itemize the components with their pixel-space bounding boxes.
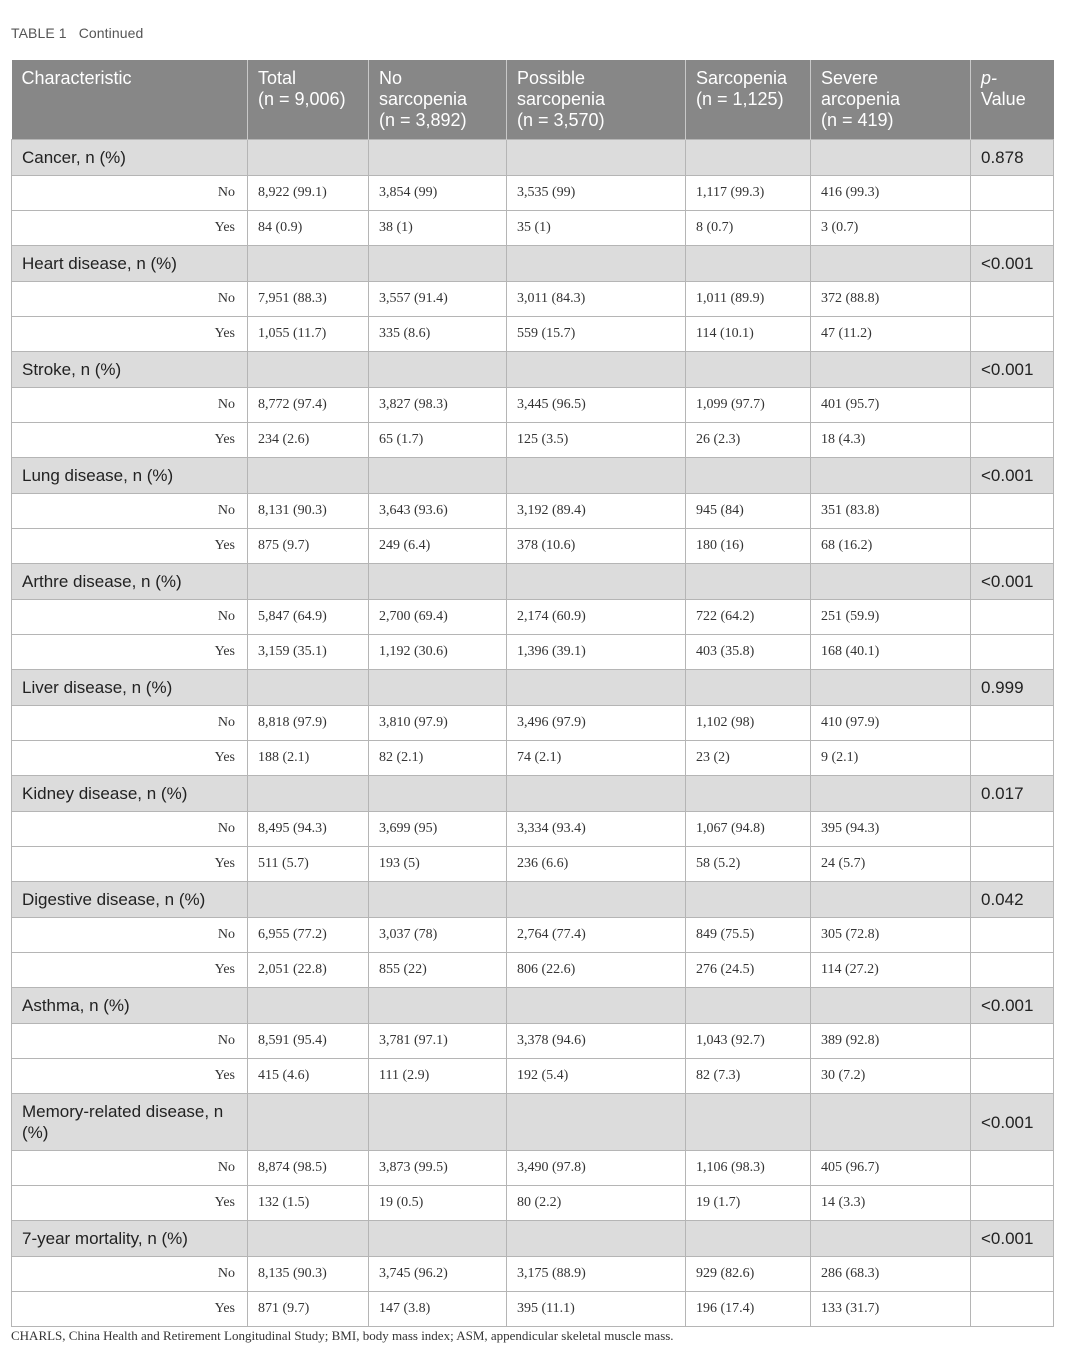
table-body (12, 140, 1054, 1327)
group-empty-cell (686, 352, 811, 388)
group-row (12, 1221, 1054, 1257)
table-footnote: CHARLS, China Health and Retirement Longitudinal Study; BMI, body mass index; ASM, appendicular skeletal muscle mass. (11, 1328, 674, 1343)
table-cell: 3,011 (84.3) (507, 282, 686, 317)
group-empty-cell (248, 246, 369, 282)
table-cell: 511 (5.7) (248, 847, 369, 882)
table-cell: 2,051 (22.8) (248, 953, 369, 988)
header-total: Total (n = 9,006) (248, 60, 369, 140)
table-cell: 378 (10.6) (507, 529, 686, 564)
table-cell: 722 (64.2) (686, 600, 811, 635)
table-cell: 1,102 (98) (686, 706, 811, 741)
table-row (12, 282, 1054, 317)
table-cell: 395 (94.3) (811, 812, 971, 847)
level-label: Yes (12, 635, 248, 670)
group-name: Arthre disease, n (%) (12, 564, 248, 600)
table-cell: 3,643 (93.6) (369, 494, 507, 529)
table-cell: 276 (24.5) (686, 953, 811, 988)
table-cell (971, 317, 1054, 352)
table-cell: 84 (0.9) (248, 211, 369, 246)
table-header (12, 60, 1054, 140)
table-cell: 351 (83.8) (811, 494, 971, 529)
group-empty-cell (369, 988, 507, 1024)
level-label: Yes (12, 741, 248, 776)
p-value: 0.999 (971, 670, 1054, 706)
group-empty-cell (686, 140, 811, 176)
table-cell: 410 (97.9) (811, 706, 971, 741)
table-row (12, 812, 1054, 847)
table-row (12, 1186, 1054, 1221)
table-row (12, 918, 1054, 953)
table-cell: 3,699 (95) (369, 812, 507, 847)
table-cell: 180 (16) (686, 529, 811, 564)
table-cell: 3,334 (93.4) (507, 812, 686, 847)
table-cell: 193 (5) (369, 847, 507, 882)
table-cell: 389 (92.8) (811, 1024, 971, 1059)
group-empty-cell (369, 140, 507, 176)
table-cell: 24 (5.7) (811, 847, 971, 882)
table-cell: 1,067 (94.8) (686, 812, 811, 847)
table-cell: 8,772 (97.4) (248, 388, 369, 423)
table-cell: 8 (0.7) (686, 211, 811, 246)
table-row (12, 494, 1054, 529)
table-cell: 168 (40.1) (811, 635, 971, 670)
table-cell: 19 (1.7) (686, 1186, 811, 1221)
table-row (12, 635, 1054, 670)
table-cell: 3,378 (94.6) (507, 1024, 686, 1059)
group-row (12, 988, 1054, 1024)
group-name: Lung disease, n (%) (12, 458, 248, 494)
table-cell: 18 (4.3) (811, 423, 971, 458)
group-empty-cell (248, 776, 369, 812)
table-cell: 3,557 (91.4) (369, 282, 507, 317)
group-empty-cell (686, 776, 811, 812)
level-label: No (12, 706, 248, 741)
group-empty-cell (507, 776, 686, 812)
table-row (12, 176, 1054, 211)
header-row (12, 60, 1054, 140)
p-value: 0.878 (971, 140, 1054, 176)
table-cell (971, 211, 1054, 246)
table-cell: 8,495 (94.3) (248, 812, 369, 847)
table-cell: 3,827 (98.3) (369, 388, 507, 423)
table-cell (971, 1059, 1054, 1094)
table-cell (971, 388, 1054, 423)
table-cell: 871 (9.7) (248, 1292, 369, 1327)
table-cell: 26 (2.3) (686, 423, 811, 458)
table-cell: 111 (2.9) (369, 1059, 507, 1094)
group-empty-cell (507, 458, 686, 494)
table-cell: 5,847 (64.9) (248, 600, 369, 635)
level-label: Yes (12, 953, 248, 988)
group-empty-cell (811, 670, 971, 706)
level-label: No (12, 1257, 248, 1292)
group-row (12, 776, 1054, 812)
table-cell: 68 (16.2) (811, 529, 971, 564)
group-empty-cell (248, 352, 369, 388)
group-empty-cell (369, 564, 507, 600)
p-value: 0.042 (971, 882, 1054, 918)
group-empty-cell (811, 140, 971, 176)
table-cell: 80 (2.2) (507, 1186, 686, 1221)
table-continued-status: Continued (78, 25, 144, 41)
table-cell (971, 847, 1054, 882)
group-empty-cell (369, 1094, 507, 1151)
group-row (12, 670, 1054, 706)
table-cell (971, 1186, 1054, 1221)
table-cell (971, 176, 1054, 211)
level-label: Yes (12, 211, 248, 246)
group-row (12, 1094, 1054, 1151)
table-row (12, 1059, 1054, 1094)
table-cell: 875 (9.7) (248, 529, 369, 564)
group-empty-cell (507, 882, 686, 918)
table-cell: 114 (27.2) (811, 953, 971, 988)
table-cell (971, 423, 1054, 458)
table-cell (971, 812, 1054, 847)
group-row (12, 458, 1054, 494)
table-cell: 372 (88.8) (811, 282, 971, 317)
table-cell (971, 741, 1054, 776)
header-possible-sarcopenia: Possible sarcopenia (n = 3,570) (507, 60, 686, 140)
group-row (12, 882, 1054, 918)
group-empty-cell (686, 882, 811, 918)
table-cell (971, 600, 1054, 635)
group-row (12, 246, 1054, 282)
group-empty-cell (686, 458, 811, 494)
table-label: TABLE 1 (11, 25, 67, 41)
characteristics-table (11, 60, 1054, 1327)
table-cell: 1,117 (99.3) (686, 176, 811, 211)
group-empty-cell (811, 776, 971, 812)
level-label: No (12, 388, 248, 423)
group-name: Cancer, n (%) (12, 140, 248, 176)
table-cell: 6,955 (77.2) (248, 918, 369, 953)
group-empty-cell (686, 1221, 811, 1257)
group-empty-cell (811, 1094, 971, 1151)
group-empty-cell (507, 1094, 686, 1151)
table-cell: 929 (82.6) (686, 1257, 811, 1292)
table-cell: 251 (59.9) (811, 600, 971, 635)
group-empty-cell (811, 564, 971, 600)
level-label: No (12, 812, 248, 847)
p-value: <0.001 (971, 352, 1054, 388)
table-cell: 1,011 (89.9) (686, 282, 811, 317)
table-row (12, 600, 1054, 635)
table-cell: 132 (1.5) (248, 1186, 369, 1221)
table-cell: 1,396 (39.1) (507, 635, 686, 670)
table-cell: 416 (99.3) (811, 176, 971, 211)
table-cell: 188 (2.1) (248, 741, 369, 776)
group-empty-cell (248, 670, 369, 706)
level-label: No (12, 1024, 248, 1059)
table-cell: 3,175 (88.9) (507, 1257, 686, 1292)
table-cell: 74 (2.1) (507, 741, 686, 776)
level-label: Yes (12, 1292, 248, 1327)
level-label: No (12, 494, 248, 529)
table-cell: 8,591 (95.4) (248, 1024, 369, 1059)
table-cell: 8,135 (90.3) (248, 1257, 369, 1292)
table-caption (11, 25, 143, 41)
table-cell: 234 (2.6) (248, 423, 369, 458)
group-row (12, 352, 1054, 388)
table-cell (971, 282, 1054, 317)
p-value: <0.001 (971, 458, 1054, 494)
group-name: Digestive disease, n (%) (12, 882, 248, 918)
table-cell: 403 (35.8) (686, 635, 811, 670)
level-label: No (12, 600, 248, 635)
group-empty-cell (811, 352, 971, 388)
table-row (12, 1024, 1054, 1059)
p-value: <0.001 (971, 1221, 1054, 1257)
table-cell: 415 (4.6) (248, 1059, 369, 1094)
table-cell (971, 635, 1054, 670)
table-row (12, 847, 1054, 882)
header-sarcopenia: Sarcopenia (n = 1,125) (686, 60, 811, 140)
table-cell: 3,810 (97.9) (369, 706, 507, 741)
table-cell: 395 (11.1) (507, 1292, 686, 1327)
table-cell: 401 (95.7) (811, 388, 971, 423)
group-empty-cell (369, 352, 507, 388)
group-empty-cell (248, 458, 369, 494)
level-label: No (12, 282, 248, 317)
table-row (12, 953, 1054, 988)
group-empty-cell (507, 352, 686, 388)
table-cell: 335 (8.6) (369, 317, 507, 352)
table-cell: 3,781 (97.1) (369, 1024, 507, 1059)
group-empty-cell (811, 246, 971, 282)
group-empty-cell (507, 140, 686, 176)
group-empty-cell (507, 564, 686, 600)
table-cell: 236 (6.6) (507, 847, 686, 882)
table-cell: 147 (3.8) (369, 1292, 507, 1327)
table-cell: 8,874 (98.5) (248, 1151, 369, 1186)
table-cell: 1,192 (30.6) (369, 635, 507, 670)
table-row (12, 1292, 1054, 1327)
table-row (12, 1257, 1054, 1292)
table-cell: 559 (15.7) (507, 317, 686, 352)
group-row (12, 140, 1054, 176)
table-cell: 8,818 (97.9) (248, 706, 369, 741)
group-empty-cell (248, 564, 369, 600)
table-cell: 8,131 (90.3) (248, 494, 369, 529)
group-empty-cell (507, 246, 686, 282)
table-cell: 125 (3.5) (507, 423, 686, 458)
group-name: 7-year mortality, n (%) (12, 1221, 248, 1257)
table-cell: 1,055 (11.7) (248, 317, 369, 352)
table-cell: 58 (5.2) (686, 847, 811, 882)
table-cell: 19 (0.5) (369, 1186, 507, 1221)
group-empty-cell (248, 140, 369, 176)
level-label: No (12, 918, 248, 953)
group-empty-cell (811, 988, 971, 1024)
table-cell: 2,764 (77.4) (507, 918, 686, 953)
p-value: <0.001 (971, 988, 1054, 1024)
p-value: <0.001 (971, 564, 1054, 600)
table-cell: 806 (22.6) (507, 953, 686, 988)
table-row (12, 388, 1054, 423)
group-empty-cell (369, 458, 507, 494)
group-empty-cell (686, 246, 811, 282)
group-name: Memory-related disease, n (%) (12, 1094, 248, 1151)
group-empty-cell (369, 246, 507, 282)
table-cell: 286 (68.3) (811, 1257, 971, 1292)
group-empty-cell (248, 988, 369, 1024)
p-value: <0.001 (971, 1094, 1054, 1151)
p-value: <0.001 (971, 246, 1054, 282)
table-cell (971, 918, 1054, 953)
table-cell: 196 (17.4) (686, 1292, 811, 1327)
header-p-value: p- Value (971, 60, 1054, 140)
table-cell: 2,700 (69.4) (369, 600, 507, 635)
group-empty-cell (248, 1094, 369, 1151)
table-cell: 192 (5.4) (507, 1059, 686, 1094)
header-no-sarcopenia: No sarcopenia (n = 3,892) (369, 60, 507, 140)
table-row (12, 741, 1054, 776)
header-characteristic: Characteristic (12, 60, 248, 140)
level-label: Yes (12, 847, 248, 882)
table-cell: 3 (0.7) (811, 211, 971, 246)
table-cell: 3,490 (97.8) (507, 1151, 686, 1186)
table-cell: 82 (7.3) (686, 1059, 811, 1094)
table-cell: 849 (75.5) (686, 918, 811, 953)
table-cell: 405 (96.7) (811, 1151, 971, 1186)
table-cell (971, 1292, 1054, 1327)
table-cell: 14 (3.3) (811, 1186, 971, 1221)
group-empty-cell (248, 882, 369, 918)
table-cell (971, 494, 1054, 529)
group-empty-cell (811, 458, 971, 494)
level-label: Yes (12, 1059, 248, 1094)
table-cell: 305 (72.8) (811, 918, 971, 953)
group-empty-cell (686, 1094, 811, 1151)
table-row (12, 317, 1054, 352)
level-label: Yes (12, 529, 248, 564)
table-row (12, 423, 1054, 458)
level-label: No (12, 1151, 248, 1186)
table-cell (971, 1257, 1054, 1292)
group-name: Heart disease, n (%) (12, 246, 248, 282)
group-empty-cell (686, 670, 811, 706)
table-cell: 3,745 (96.2) (369, 1257, 507, 1292)
group-name: Stroke, n (%) (12, 352, 248, 388)
table-cell: 1,043 (92.7) (686, 1024, 811, 1059)
table-cell: 9 (2.1) (811, 741, 971, 776)
table-row (12, 706, 1054, 741)
table-cell: 1,099 (97.7) (686, 388, 811, 423)
table-cell: 3,854 (99) (369, 176, 507, 211)
table-cell (971, 1151, 1054, 1186)
group-name: Asthma, n (%) (12, 988, 248, 1024)
table-cell: 82 (2.1) (369, 741, 507, 776)
table-cell: 2,174 (60.9) (507, 600, 686, 635)
table-cell: 35 (1) (507, 211, 686, 246)
group-empty-cell (507, 1221, 686, 1257)
level-label: No (12, 176, 248, 211)
table-cell: 7,951 (88.3) (248, 282, 369, 317)
table-cell: 23 (2) (686, 741, 811, 776)
table-cell: 65 (1.7) (369, 423, 507, 458)
table-cell: 8,922 (99.1) (248, 176, 369, 211)
group-empty-cell (369, 670, 507, 706)
group-empty-cell (507, 988, 686, 1024)
group-empty-cell (369, 1221, 507, 1257)
group-empty-cell (507, 670, 686, 706)
table-cell: 3,496 (97.9) (507, 706, 686, 741)
table-cell (971, 953, 1054, 988)
group-empty-cell (369, 776, 507, 812)
group-name: Liver disease, n (%) (12, 670, 248, 706)
table-cell (971, 529, 1054, 564)
group-empty-cell (248, 1221, 369, 1257)
group-empty-cell (686, 988, 811, 1024)
table-row (12, 1151, 1054, 1186)
table-cell: 249 (6.4) (369, 529, 507, 564)
p-value: 0.017 (971, 776, 1054, 812)
group-empty-cell (811, 882, 971, 918)
table-cell: 3,535 (99) (507, 176, 686, 211)
table-cell: 114 (10.1) (686, 317, 811, 352)
table-cell: 30 (7.2) (811, 1059, 971, 1094)
table-cell: 133 (31.7) (811, 1292, 971, 1327)
table-cell (971, 706, 1054, 741)
table-cell: 1,106 (98.3) (686, 1151, 811, 1186)
table-cell: 3,445 (96.5) (507, 388, 686, 423)
group-empty-cell (369, 882, 507, 918)
group-name: Kidney disease, n (%) (12, 776, 248, 812)
group-empty-cell (811, 1221, 971, 1257)
table-cell: 855 (22) (369, 953, 507, 988)
table-cell: 945 (84) (686, 494, 811, 529)
table-cell: 3,037 (78) (369, 918, 507, 953)
table-row (12, 211, 1054, 246)
table-cell: 3,873 (99.5) (369, 1151, 507, 1186)
table-cell: 38 (1) (369, 211, 507, 246)
level-label: Yes (12, 423, 248, 458)
header-severe-sarcopenia: Severe arcopenia (n = 419) (811, 60, 971, 140)
table-cell: 47 (11.2) (811, 317, 971, 352)
table-row (12, 529, 1054, 564)
level-label: Yes (12, 1186, 248, 1221)
table-cell: 3,159 (35.1) (248, 635, 369, 670)
group-row (12, 564, 1054, 600)
table-cell (971, 1024, 1054, 1059)
group-empty-cell (686, 564, 811, 600)
table-cell: 3,192 (89.4) (507, 494, 686, 529)
level-label: Yes (12, 317, 248, 352)
